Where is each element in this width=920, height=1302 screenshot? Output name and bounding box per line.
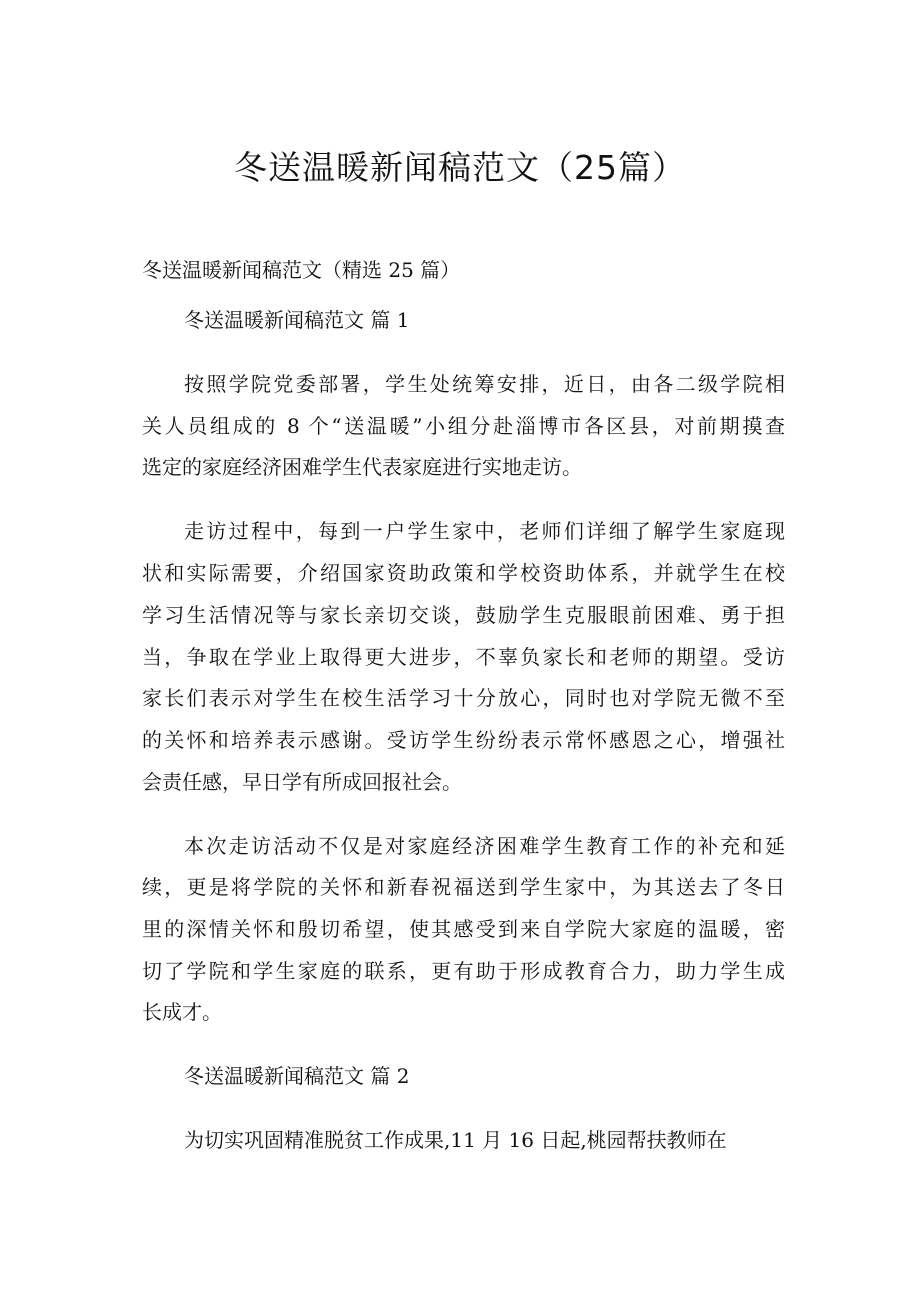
paragraph-line: 续，更是将学院的关怀和新春祝福送到学生家中，为其送去了冬日 <box>142 875 785 900</box>
document-title: 冬送温暖新闻稿范文（25篇） <box>234 148 686 187</box>
paragraph-line: 走访过程中，每到一户学生家中，老师们详细了解学生家庭现 <box>184 519 785 544</box>
paragraph-line: 状和实际需要，介绍国家资助政策和学校资助体系，并就学生在校 <box>142 561 785 586</box>
paragraph-line: 里的深情关怀和殷切希望，使其感受到来自学院大家庭的温暖，密 <box>142 917 785 941</box>
paragraph-line: 当，争取在学业上取得更大进步，不辜负家长和老师的期望。受访 <box>142 644 785 669</box>
paragraph-line: 的关怀和培养表示感谢。受访学生纷纷表示常怀感恩之心，增强社 <box>142 727 785 752</box>
section-heading: 冬送温暖新闻稿范文 篇 1 <box>184 308 410 332</box>
paragraph-line: 选定的家庭经济困难学生代表家庭进行实地走访。 <box>142 455 582 480</box>
paragraph-line: 学习生活情况等与家长亲切交谈，鼓励学生克服眼前困难、勇于担 <box>142 602 785 627</box>
paragraph-line: 关人员组成的 8 个“送温暖”小组分赴淄博市各区县，对前期摸查 <box>142 413 785 438</box>
document-subtitle: 冬送温暖新闻稿范文（精选 25 篇） <box>142 258 461 282</box>
paragraph-line: 家长们表示对学生在校生活学习十分放心，同时也对学院无微不至 <box>142 686 785 711</box>
paragraph-line: 切了学院和学生家庭的联系，更有助于形成教育合力，助力学生成 <box>142 958 785 983</box>
paragraph-line: 为切实巩固精准脱贫工作成果,11 月 16 日起,桃园帮扶教师在 <box>184 1128 727 1153</box>
section-heading: 冬送温暖新闻稿范文 篇 2 <box>184 1064 410 1089</box>
paragraph-line: 按照学院党委部署，学生处统筹安排，近日，由各二级学院相 <box>184 372 785 396</box>
paragraph-line: 会责任感，早日学有所成回报社会。 <box>142 769 462 794</box>
paragraph-line: 长成才。 <box>142 1000 222 1025</box>
paragraph-line: 本次走访活动不仅是对家庭经济困难学生教育工作的补充和延 <box>184 833 785 858</box>
